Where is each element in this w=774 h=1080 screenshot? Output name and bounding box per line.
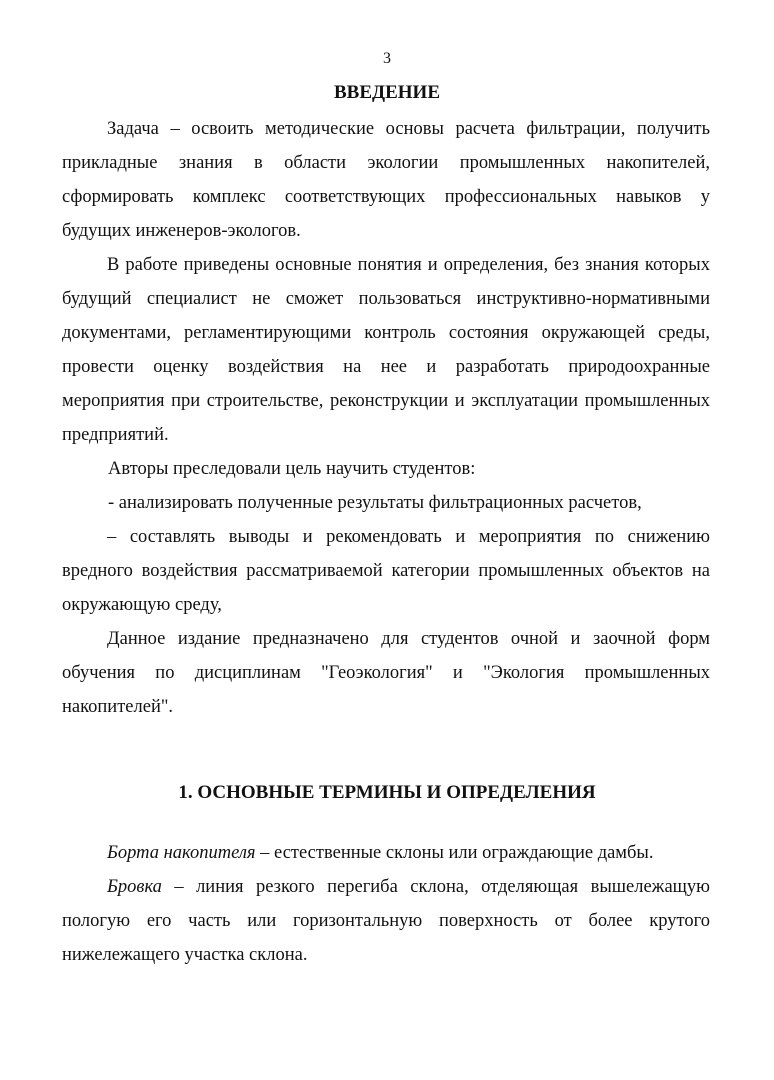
intro-body [62, 112, 710, 724]
definition-item [62, 836, 710, 870]
definition-item [62, 870, 710, 972]
intro-heading: ВВЕДЕНИЕ [334, 82, 440, 103]
paragraph-audience: Данное издание предназначено для студентов очной и заочной форм обучения по дисциплинам "Геоэкология" и "Экология промышленных накопителей". [62, 629, 710, 717]
definition-term: Бровка [107, 877, 162, 897]
list-item: – составлять выводы и рекомендовать и мероприятия по снижению вредного воздействия рассматриваемой категории промышленных объектов на окружающую среду, [62, 527, 710, 615]
section-heading: 1. ОСНОВНЫЕ ТЕРМИНЫ И ОПРЕДЕЛЕНИЯ [178, 782, 596, 803]
definition-term: Борта накопителя [107, 843, 256, 863]
list-item: - анализировать полученные результаты фильтрационных расчетов, [108, 493, 642, 513]
definition-text: – естественные склоны или ограждающие дамбы. [255, 843, 654, 863]
paragraph-task: Задача – освоить методические основы расчета фильтрации, получить прикладные знания в области экологии промышленных накопителей, сформировать комплекс соответствующих профессиональных навыков у будущих инженеров-экологов. [62, 119, 710, 241]
page-number: 3 [383, 50, 391, 67]
definitions-body [62, 836, 710, 972]
paragraph-overview: В работе приведены основные понятия и определения, без знания которых будущий специалист не сможет пользоваться инструктивно-нормативными документами, регламентирующими контроль состояния окружающей среды, провести оценку воздействия на нее и разработать природоохранные мероприятия при строительстве, реконструкции и эксплуатации промышленных предприятий. [62, 255, 710, 445]
definition-text: – линия резкого перегиба склона, отделяющая вышележащую пологую его часть или горизонтальную поверхность от более крутого нижележащего участка склона. [62, 877, 710, 965]
paragraph-goal: Авторы преследовали цель научить студентов: [108, 459, 476, 479]
